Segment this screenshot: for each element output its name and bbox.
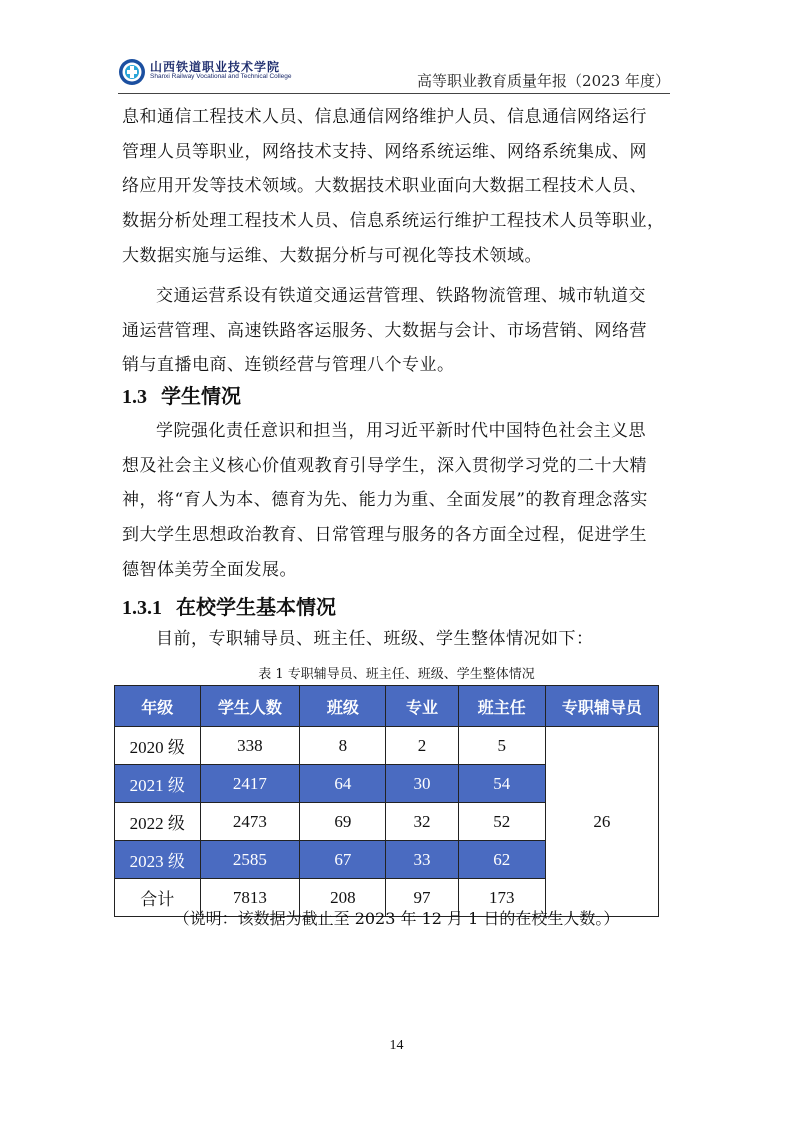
school-logo-icon bbox=[118, 58, 146, 86]
paragraph-transport-dept bbox=[122, 279, 678, 383]
table-cell: 208 bbox=[300, 879, 386, 917]
table-cell: 2 bbox=[386, 727, 458, 765]
column-header: 年级 bbox=[115, 686, 201, 727]
table-cell: 2020 级 bbox=[115, 727, 201, 765]
page-number: 14 bbox=[389, 1038, 404, 1053]
table-cell: 2585 bbox=[200, 841, 300, 879]
table-cell: 62 bbox=[458, 841, 545, 879]
text-line: 通运营管理、高速铁路客运服务、大数据与会计、市场营销、网络营 bbox=[122, 320, 647, 341]
column-header: 学生人数 bbox=[200, 686, 300, 727]
table-cell: 2473 bbox=[200, 803, 300, 841]
table-cell: 54 bbox=[458, 765, 545, 803]
text-line: 德智体美劳全面发展。 bbox=[122, 559, 297, 580]
paragraph-student-education bbox=[122, 414, 678, 588]
table-cell: 97 bbox=[386, 879, 458, 917]
table-cell: 52 bbox=[458, 803, 545, 841]
table-cell: 338 bbox=[200, 727, 300, 765]
section-heading-1-3-1 bbox=[122, 591, 336, 620]
table-cell: 2023 级 bbox=[115, 841, 201, 879]
table-cell: 173 bbox=[458, 879, 545, 917]
text-line: 到大学生思想政治教育、日常管理与服务的各方面全过程，促进学生 bbox=[122, 525, 647, 546]
text-line: 络应用开发等技术领域。大数据技术职业面向大数据工程技术人员、 bbox=[122, 176, 647, 197]
table-row bbox=[115, 727, 659, 765]
text-line: 学院强化责任意识和担当，用习近平新时代中国特色社会主义思 bbox=[156, 421, 646, 441]
paragraph-table-intro bbox=[122, 622, 678, 657]
table-cell: 30 bbox=[386, 765, 458, 803]
table-cell: 2417 bbox=[200, 765, 300, 803]
text-line: 神，将“育人为本、德育为先、能力为重、全面发展”的教育理念落实 bbox=[122, 490, 648, 511]
section-number: 1.3 bbox=[122, 386, 147, 408]
table-cell: 5 bbox=[458, 727, 545, 765]
table-cell: 合计 bbox=[115, 879, 201, 917]
table-caption: 表 1 专职辅导员、班主任、班级、学生整体情况 bbox=[258, 667, 535, 682]
column-header: 专业 bbox=[386, 686, 458, 727]
table-cell: 32 bbox=[386, 803, 458, 841]
text-line: 大数据实施与运维、大数据分析与可视化等技术领域。 bbox=[122, 245, 542, 266]
text-line: 目前，专职辅导员、班主任、班级、学生整体情况如下： bbox=[156, 629, 594, 649]
column-header: 班级 bbox=[300, 686, 386, 727]
column-header: 班主任 bbox=[458, 686, 545, 727]
section-title: 学生情况 bbox=[161, 386, 241, 408]
page-header bbox=[118, 52, 670, 92]
student-stats-table bbox=[114, 685, 659, 917]
table-cell: 7813 bbox=[200, 879, 300, 917]
text-line: 交通运营系设有铁道交通运营管理、铁路物流管理、城市轨道交 bbox=[156, 286, 646, 306]
text-line: 销与直播电商、连锁经营与管理八个专业。 bbox=[122, 355, 455, 376]
table-cell: 69 bbox=[300, 803, 386, 841]
table-cell: 33 bbox=[386, 841, 458, 879]
table-cell: 2021 级 bbox=[115, 765, 201, 803]
school-name-cn: 山西铁道职业技术学院 bbox=[150, 60, 281, 74]
header-divider bbox=[118, 93, 670, 94]
table-header-row bbox=[115, 686, 659, 727]
table-note: （说明：该数据为截止至 2023 年 12 月 1 日的在校生人数。） bbox=[173, 909, 620, 928]
report-title: 高等职业教育质量年报（2023 年度） bbox=[417, 72, 670, 90]
text-line: 想及社会主义核心价值观教育引导学生，深入贯彻学习党的二十大精 bbox=[122, 455, 647, 476]
counselor-total-cell: 26 bbox=[545, 727, 658, 917]
table-cell: 2022 级 bbox=[115, 803, 201, 841]
text-line: 息和通信工程技术人员、信息通信网络维护人员、信息通信网络运行 bbox=[122, 107, 647, 127]
column-header: 专职辅导员 bbox=[545, 686, 658, 727]
text-line: 管理人员等职业，网络技术支持、网络系统运维、网络系统集成、网 bbox=[122, 141, 647, 162]
paragraph-it-majors bbox=[122, 100, 678, 274]
section-heading-1-3 bbox=[122, 380, 241, 409]
table-cell: 64 bbox=[300, 765, 386, 803]
table-cell: 8 bbox=[300, 727, 386, 765]
section-number: 1.3.1 bbox=[122, 597, 162, 619]
table-cell: 67 bbox=[300, 841, 386, 879]
section-title: 在校学生基本情况 bbox=[176, 597, 336, 619]
text-line: 数据分析处理工程技术人员、信息系统运行维护工程技术人员等职业， bbox=[122, 211, 665, 232]
school-name-en: Shanxi Railway Vocational and Technical College bbox=[150, 73, 292, 80]
